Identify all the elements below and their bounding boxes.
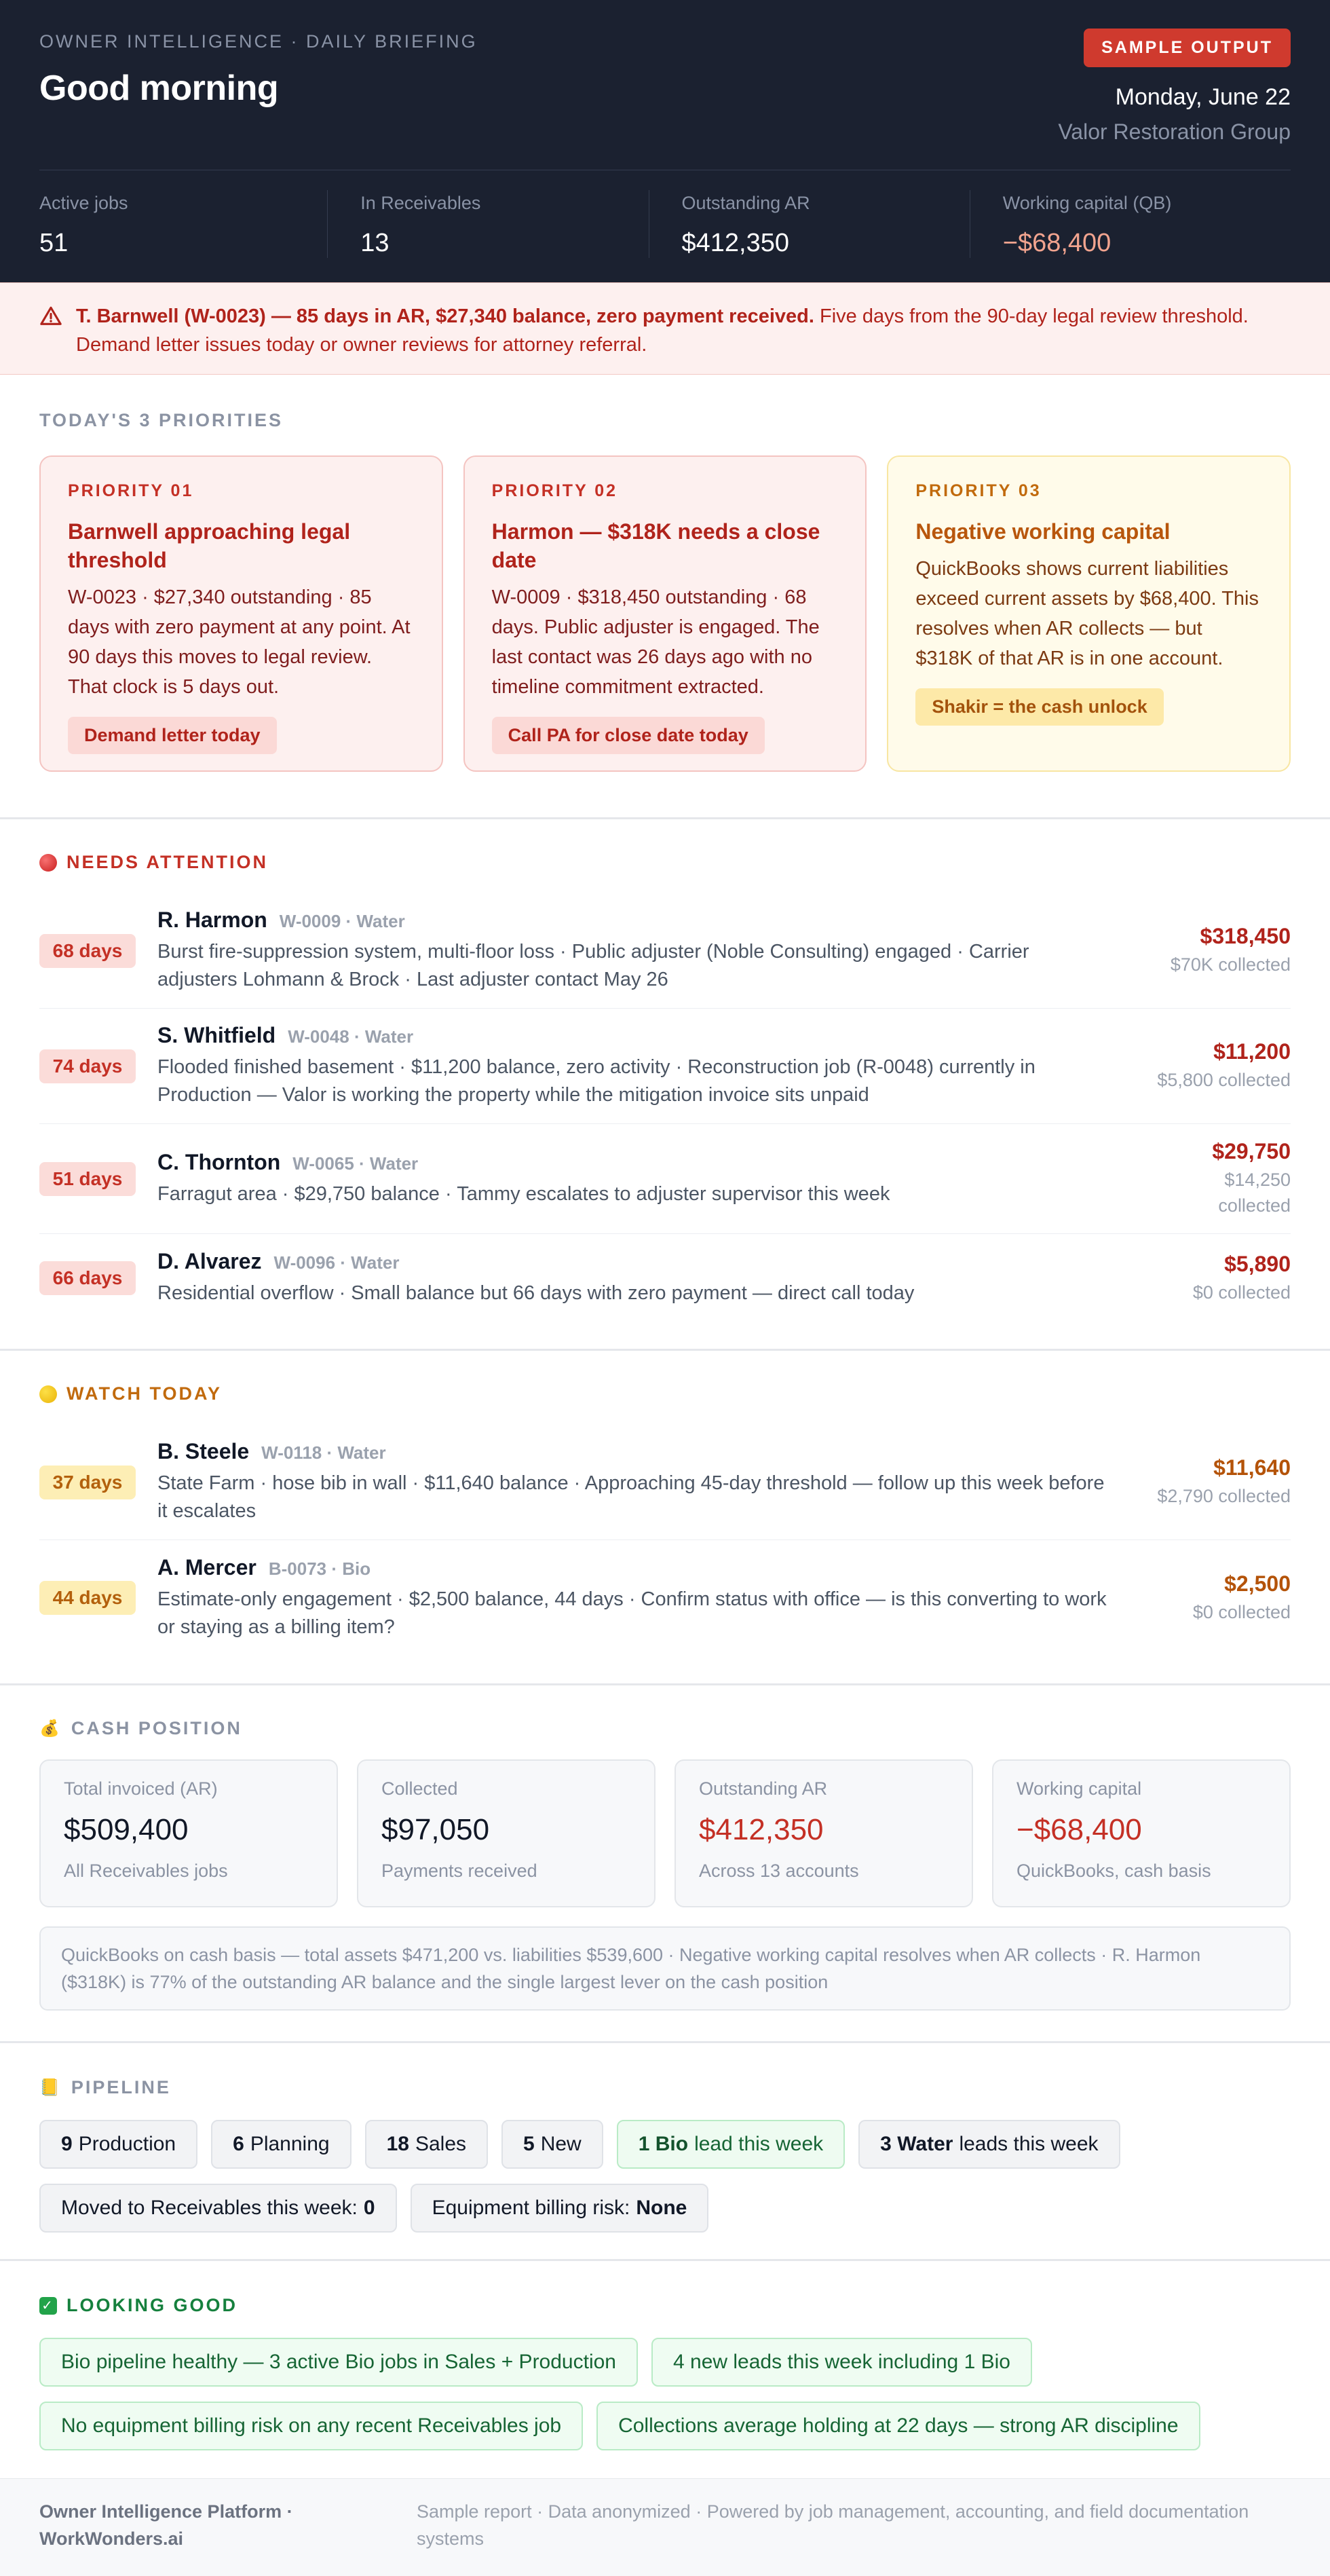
alert-headline: T. Barnwell (W-0023) — 85 days in AR, $27,340 balance, zero payment received. <box>76 305 814 327</box>
chip-count: 18 <box>386 2133 409 2155</box>
good-chip: No equipment billing risk on any recent Receivables job <box>39 2402 583 2450</box>
cash-note: QuickBooks on cash basis — total assets $471,200 vs. liabilities $539,600 · Negative working capital resolves when AR collects · R. Harmon ($318K) is 77% of the outstanding AR balance and the single largest lever on the cash position <box>39 1926 1291 2011</box>
balance-amount: $2,500 <box>1224 1571 1291 1596</box>
customer-name: R. Harmon <box>157 908 267 932</box>
row-description: State Farm · hose bib in wall · $11,640 balance · Approaching 45-day threshold — follow up this week before it escalates <box>157 1472 1105 1522</box>
page-title: Good morning <box>39 69 279 108</box>
cash-value: −$68,400 <box>1016 1813 1142 1846</box>
attention-list <box>39 893 1291 1322</box>
cash-value: $509,400 <box>64 1813 189 1846</box>
section-title <box>39 852 1291 873</box>
cash-sub: All Receivables jobs <box>64 1861 228 1881</box>
row-head <box>157 1249 1114 1274</box>
ledger-icon: 📒 <box>39 2078 62 2097</box>
balance-amount: $5,890 <box>1224 1251 1291 1276</box>
watch-today-section <box>0 1351 1330 1683</box>
job-meta: W-0096 · Water <box>273 1252 400 1273</box>
checkmark-icon: ✓ <box>39 2297 57 2315</box>
cash-sub: Across 13 accounts <box>699 1861 859 1881</box>
priority-title: Harmon — $318K needs a close date <box>491 519 820 572</box>
collected-amount: $0 collected <box>1192 1601 1291 1622</box>
pipeline-chips <box>39 2120 1291 2233</box>
cash-sub: QuickBooks, cash basis <box>1016 1861 1211 1881</box>
stat-value: $412,350 <box>681 229 789 257</box>
days-badge: 68 days <box>39 934 136 968</box>
pipeline-chip-bio-lead <box>617 2120 845 2169</box>
cash-label: Outstanding AR <box>699 1778 828 1799</box>
cash-label: Collected <box>381 1778 458 1799</box>
row-amounts <box>1141 1455 1291 1509</box>
list-item[interactable] <box>39 1234 1291 1322</box>
stat-label: Active jobs <box>39 193 128 213</box>
section-title-text: CASH POSITION <box>71 1718 242 1738</box>
list-item[interactable] <box>39 1009 1291 1124</box>
priority-action-tag: Demand letter today <box>68 717 277 754</box>
good-chip: Bio pipeline healthy — 3 active Bio jobs in Sales + Production <box>39 2338 638 2387</box>
row-main <box>157 908 1141 994</box>
priority-number: PRIORITY 03 <box>915 481 1042 500</box>
row-head <box>157 1150 1114 1175</box>
days-badge: 37 days <box>39 1466 136 1499</box>
customer-name: C. Thornton <box>157 1149 281 1174</box>
pipeline-chip-moved-receivables <box>39 2184 397 2233</box>
list-item[interactable] <box>39 893 1291 1009</box>
cash-card-outstanding-ar <box>674 1759 973 1907</box>
row-description: Flooded finished basement · $11,200 balance, zero activity · Reconstruction job (R-0048) currently in Production — Valor is working the property while the mitigation invoice sits unpaid <box>157 1056 1036 1106</box>
priority-card-3 <box>887 455 1291 772</box>
stat-active-jobs <box>39 190 327 258</box>
row-amounts <box>1141 924 1291 977</box>
section-title: TODAY'S 3 PRIORITIES <box>39 410 284 430</box>
money-bag-icon: 💰 <box>39 1719 62 1738</box>
good-chip: 4 new leads this week including 1 Bio <box>651 2338 1032 2387</box>
section-title-text: LOOKING GOOD <box>66 2295 238 2315</box>
section-title <box>39 1383 1291 1404</box>
stat-outstanding-ar <box>649 190 970 258</box>
chip-count: 5 <box>523 2133 535 2155</box>
customer-name: B. Steele <box>157 1439 250 1463</box>
pipeline-chip-planning <box>211 2120 351 2169</box>
cash-card-collected <box>357 1759 656 1907</box>
cash-label: Total invoiced (AR) <box>64 1778 218 1799</box>
row-main <box>157 1439 1141 1525</box>
collected-amount: $14,250 collected <box>1218 1170 1291 1216</box>
stat-value: 51 <box>39 229 69 257</box>
good-chip: Collections average holding at 22 days — strong AR discipline <box>596 2402 1200 2450</box>
stat-label: Outstanding AR <box>681 193 810 213</box>
yellow-circle-icon <box>39 1385 57 1403</box>
priority-card-2 <box>463 455 867 772</box>
priority-cards <box>39 455 1291 772</box>
job-meta: W-0009 · Water <box>279 911 405 931</box>
cash-label: Working capital <box>1016 1778 1142 1799</box>
balance-amount: $11,200 <box>1213 1039 1291 1064</box>
row-amounts <box>1141 1252 1291 1305</box>
good-chips <box>39 2338 1291 2450</box>
chip-label: Moved to Receivables this week: <box>61 2197 358 2219</box>
customer-name: A. Mercer <box>157 1554 256 1580</box>
watch-list <box>39 1425 1291 1656</box>
stat-value: 13 <box>360 229 390 257</box>
chip-label: leads this week <box>959 2133 1099 2155</box>
priority-card-1 <box>39 455 443 772</box>
row-description: Estimate-only engagement · $2,500 balance, 44 days · Confirm status with office — is this converting to work or staying as a billing item? <box>157 1588 1107 1638</box>
needs-attention-section <box>0 819 1330 1349</box>
priority-body: QuickBooks shows current liabilities exceed current assets by $68,400. This resolves when AR collects — but $318K of that AR is in one account. <box>915 558 1259 669</box>
cash-value: $97,050 <box>381 1813 490 1846</box>
legal-threshold-alert <box>0 282 1330 375</box>
briefing-date: Monday, June 22 <box>1115 84 1291 110</box>
pipeline-chip-water-leads <box>858 2120 1120 2169</box>
sample-output-badge: SAMPLE OUTPUT <box>1084 29 1291 67</box>
company-name: Valor Restoration Group <box>1058 119 1291 144</box>
priority-title: Negative working capital <box>915 519 1171 544</box>
alert-text: Five days from the 90-day legal review threshold. Demand letter issues today or owner reviews for attorney referral. <box>76 305 1249 356</box>
chip-count: 9 <box>61 2133 73 2155</box>
job-meta: W-0048 · Water <box>288 1026 414 1047</box>
chip-label: Equipment billing risk: <box>432 2197 630 2219</box>
priority-number: PRIORITY 01 <box>68 481 194 500</box>
pipeline-chip-equipment-risk <box>411 2184 709 2233</box>
cash-cards <box>39 1759 1291 1907</box>
chip-label: Planning <box>250 2133 330 2155</box>
stat-in-receivables <box>327 190 648 258</box>
collected-amount: $5,800 collected <box>1157 1070 1291 1090</box>
priority-action-tag: Shakir = the cash unlock <box>915 688 1163 726</box>
row-amounts <box>1141 1139 1291 1218</box>
footer-note: Sample report · Data anonymized · Powered by job management, accounting, and field documentation systems <box>417 2501 1249 2549</box>
priority-number: PRIORITY 02 <box>491 481 618 500</box>
row-head <box>157 1023 1114 1048</box>
looking-good-section <box>0 2261 1330 2478</box>
cash-value: $412,350 <box>699 1813 824 1846</box>
row-amounts <box>1141 1039 1291 1093</box>
balance-amount: $11,640 <box>1213 1455 1291 1480</box>
footer-brand: Owner Intelligence Platform · WorkWonders.ai <box>39 2501 293 2549</box>
pipeline-section <box>0 2043 1330 2259</box>
list-item[interactable] <box>39 1124 1291 1234</box>
briefing-header <box>0 0 1330 282</box>
chip-label: Sales <box>415 2133 466 2155</box>
days-badge: 66 days <box>39 1261 136 1295</box>
pipeline-chip-sales <box>365 2120 488 2169</box>
stat-value: −$68,400 <box>1002 229 1112 257</box>
row-main <box>157 1150 1141 1208</box>
section-title <box>39 2295 1291 2316</box>
row-head <box>157 908 1114 933</box>
cash-sub: Payments received <box>381 1861 537 1881</box>
balance-amount: $318,450 <box>1200 924 1291 948</box>
row-description: Farragut area · $29,750 balance · Tammy escalates to adjuster supervisor this week <box>157 1182 890 1205</box>
section-title <box>39 1718 1291 1739</box>
days-badge: 51 days <box>39 1162 136 1196</box>
chip-count: 6 <box>233 2133 244 2155</box>
chip-count: None <box>636 2197 687 2219</box>
stat-working-capital <box>970 190 1291 258</box>
warning-icon <box>39 305 62 328</box>
cash-position-section <box>0 1685 1330 2041</box>
priority-title: Barnwell approaching legal threshold <box>68 519 351 572</box>
collected-amount: $70K collected <box>1170 954 1291 975</box>
red-circle-icon <box>39 854 57 872</box>
section-title-text: PIPELINE <box>71 2077 171 2097</box>
days-badge: 44 days <box>39 1581 136 1615</box>
balance-amount: $29,750 <box>1212 1139 1291 1163</box>
priority-body: W-0023 · $27,340 outstanding · 85 days with zero payment at any point. At 90 days this moves to legal review. That clock is 5 days out. <box>68 586 411 698</box>
pipeline-chip-production <box>39 2120 197 2169</box>
job-meta: B-0073 · Bio <box>268 1558 371 1579</box>
job-meta: W-0118 · Water <box>261 1442 386 1463</box>
section-title <box>39 2077 1291 2098</box>
stat-label: In Receivables <box>360 193 481 213</box>
row-head <box>157 1555 1114 1580</box>
list-item[interactable] <box>39 1540 1291 1656</box>
row-description: Burst fire-suppression system, multi-floor loss · Public adjuster (Noble Consulting) engaged · Carrier adjusters Lohmann & Brock · Last adjuster contact May 26 <box>157 941 1029 990</box>
header-eyebrow: OWNER INTELLIGENCE · DAILY BRIEFING <box>39 31 478 52</box>
job-meta: W-0065 · Water <box>292 1153 419 1174</box>
stat-label: Working capital (QB) <box>1002 193 1172 213</box>
row-main <box>157 1249 1141 1307</box>
row-head <box>157 1439 1114 1464</box>
chip-label: Production <box>78 2133 176 2155</box>
priority-body: W-0009 · $318,450 outstanding · 68 days. Public adjuster is engaged. The last contact was 26 days ago with no timeline commitment extracted. <box>491 586 820 698</box>
chip-count: 3 Water <box>880 2133 953 2155</box>
pipeline-chip-new <box>501 2120 603 2169</box>
customer-name: S. Whitfield <box>157 1023 276 1047</box>
row-amounts <box>1141 1571 1291 1625</box>
chip-count: 1 Bio <box>638 2133 689 2155</box>
collected-amount: $2,790 collected <box>1157 1486 1291 1506</box>
page-footer <box>0 2478 1330 2576</box>
row-main <box>157 1023 1141 1109</box>
chip-label: lead this week <box>694 2133 824 2155</box>
collected-amount: $0 collected <box>1192 1282 1291 1303</box>
row-main <box>157 1555 1141 1641</box>
chip-label: New <box>540 2133 582 2155</box>
customer-name: D. Alvarez <box>157 1249 262 1273</box>
header-stats <box>39 190 1291 258</box>
priority-action-tag: Call PA for close date today <box>492 717 765 754</box>
cash-card-total-invoiced <box>39 1759 338 1907</box>
chip-count: 0 <box>363 2197 375 2219</box>
days-badge: 74 days <box>39 1049 136 1083</box>
row-description: Residential overflow · Small balance but 66 days with zero payment — direct call today <box>157 1282 915 1304</box>
section-title-text: WATCH TODAY <box>66 1383 223 1404</box>
priorities-section <box>0 375 1330 817</box>
cash-card-working-capital <box>992 1759 1291 1907</box>
list-item[interactable] <box>39 1425 1291 1540</box>
section-title-text: NEEDS ATTENTION <box>66 852 269 872</box>
